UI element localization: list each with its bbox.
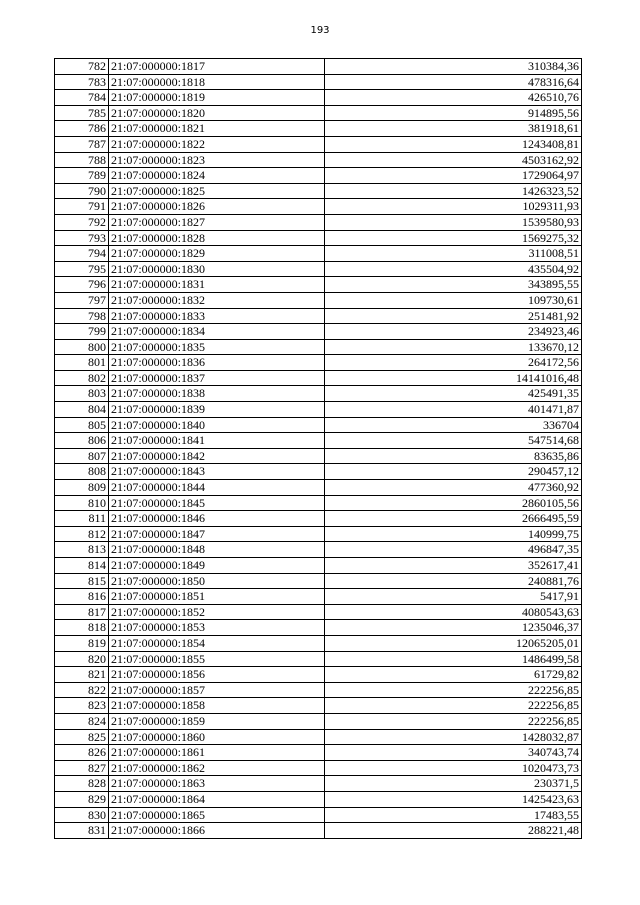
cadastral-number: 21:07:000000:1846 xyxy=(109,511,325,527)
row-number: 813 xyxy=(55,542,109,558)
row-number: 811 xyxy=(55,511,109,527)
table-row xyxy=(55,277,582,293)
cadastral-value: 230371,5 xyxy=(325,776,582,792)
table-row xyxy=(55,261,582,277)
cadastral-number: 21:07:000000:1824 xyxy=(109,168,325,184)
cadastral-number: 21:07:000000:1825 xyxy=(109,183,325,199)
cadastral-number: 21:07:000000:1837 xyxy=(109,370,325,386)
cadastral-value: 343895,55 xyxy=(325,277,582,293)
cadastral-number: 21:07:000000:1831 xyxy=(109,277,325,293)
cadastral-value: 140999,75 xyxy=(325,526,582,542)
row-number: 795 xyxy=(55,261,109,277)
cadastral-number: 21:07:000000:1826 xyxy=(109,199,325,215)
cadastral-value: 234923,46 xyxy=(325,324,582,340)
row-number: 812 xyxy=(55,526,109,542)
cadastral-number: 21:07:000000:1818 xyxy=(109,74,325,90)
row-number: 830 xyxy=(55,807,109,823)
table-row xyxy=(55,760,582,776)
table-row xyxy=(55,511,582,527)
cadastral-value: 311008,51 xyxy=(325,246,582,262)
row-number: 796 xyxy=(55,277,109,293)
table-row xyxy=(55,698,582,714)
table-row xyxy=(55,713,582,729)
row-number: 821 xyxy=(55,667,109,683)
table-row xyxy=(55,682,582,698)
row-number: 810 xyxy=(55,495,109,511)
cadastral-value: 1235046,37 xyxy=(325,620,582,636)
cadastral-value: 4503162,92 xyxy=(325,152,582,168)
table-row xyxy=(55,604,582,620)
cadastral-value: 264172,56 xyxy=(325,355,582,371)
table-row xyxy=(55,433,582,449)
cadastral-value: 61729,82 xyxy=(325,667,582,683)
table-row xyxy=(55,776,582,792)
cadastral-value: 222256,85 xyxy=(325,713,582,729)
row-number: 808 xyxy=(55,464,109,480)
row-number: 806 xyxy=(55,433,109,449)
row-number: 825 xyxy=(55,729,109,745)
table-row xyxy=(55,370,582,386)
table-row xyxy=(55,152,582,168)
row-number: 792 xyxy=(55,214,109,230)
cadastral-value: 240881,76 xyxy=(325,573,582,589)
cadastral-number: 21:07:000000:1857 xyxy=(109,682,325,698)
table-row xyxy=(55,480,582,496)
cadastral-number: 21:07:000000:1844 xyxy=(109,480,325,496)
cadastral-number: 21:07:000000:1855 xyxy=(109,651,325,667)
row-number: 789 xyxy=(55,168,109,184)
row-number: 828 xyxy=(55,776,109,792)
cadastral-value: 1029311,93 xyxy=(325,199,582,215)
table-row xyxy=(55,807,582,823)
table-row xyxy=(55,651,582,667)
row-number: 820 xyxy=(55,651,109,667)
row-number: 829 xyxy=(55,791,109,807)
row-number: 787 xyxy=(55,136,109,152)
cadastral-value: 1539580,93 xyxy=(325,214,582,230)
table-row xyxy=(55,199,582,215)
cadastral-value: 426510,76 xyxy=(325,90,582,106)
cadastral-number: 21:07:000000:1852 xyxy=(109,604,325,620)
row-number: 786 xyxy=(55,121,109,137)
cadastral-value: 478316,64 xyxy=(325,74,582,90)
table-row xyxy=(55,386,582,402)
cadastral-number: 21:07:000000:1865 xyxy=(109,807,325,823)
cadastral-value: 133670,12 xyxy=(325,339,582,355)
table-row xyxy=(55,526,582,542)
cadastral-number: 21:07:000000:1850 xyxy=(109,573,325,589)
table-row xyxy=(55,729,582,745)
cadastral-number: 21:07:000000:1843 xyxy=(109,464,325,480)
table-row xyxy=(55,214,582,230)
cadastral-number: 21:07:000000:1863 xyxy=(109,776,325,792)
table-row xyxy=(55,667,582,683)
table-row xyxy=(55,74,582,90)
row-number: 802 xyxy=(55,370,109,386)
table-row xyxy=(55,589,582,605)
cadastral-number: 21:07:000000:1861 xyxy=(109,745,325,761)
table-row xyxy=(55,105,582,121)
cadastral-number: 21:07:000000:1838 xyxy=(109,386,325,402)
cadastral-value: 5417,91 xyxy=(325,589,582,605)
row-number: 823 xyxy=(55,698,109,714)
table-row xyxy=(55,495,582,511)
table-row xyxy=(55,791,582,807)
table-row xyxy=(55,745,582,761)
table-row xyxy=(55,59,582,75)
table-row xyxy=(55,823,582,839)
cadastral-value: 435504,92 xyxy=(325,261,582,277)
table-row xyxy=(55,168,582,184)
row-number: 804 xyxy=(55,402,109,418)
cadastral-value: 1729064,97 xyxy=(325,168,582,184)
cadastral-number: 21:07:000000:1856 xyxy=(109,667,325,683)
cadastral-number: 21:07:000000:1853 xyxy=(109,620,325,636)
cadastral-number: 21:07:000000:1859 xyxy=(109,713,325,729)
cadastral-number: 21:07:000000:1836 xyxy=(109,355,325,371)
cadastral-value: 109730,61 xyxy=(325,292,582,308)
cadastral-value: 1425423,63 xyxy=(325,791,582,807)
cadastral-value: 14141016,48 xyxy=(325,370,582,386)
cadastral-number: 21:07:000000:1835 xyxy=(109,339,325,355)
row-number: 791 xyxy=(55,199,109,215)
table-row xyxy=(55,308,582,324)
table-body xyxy=(55,59,582,839)
cadastral-value: 914895,56 xyxy=(325,105,582,121)
table-row xyxy=(55,90,582,106)
table-row xyxy=(55,620,582,636)
cadastral-value: 340743,74 xyxy=(325,745,582,761)
cadastral-value: 288221,48 xyxy=(325,823,582,839)
cadastral-number: 21:07:000000:1830 xyxy=(109,261,325,277)
cadastral-number: 21:07:000000:1821 xyxy=(109,121,325,137)
cadastral-value: 381918,61 xyxy=(325,121,582,137)
cadastral-value: 17483,55 xyxy=(325,807,582,823)
row-number: 826 xyxy=(55,745,109,761)
cadastral-number: 21:07:000000:1829 xyxy=(109,246,325,262)
table-row xyxy=(55,121,582,137)
cadastral-number: 21:07:000000:1822 xyxy=(109,136,325,152)
cadastral-value: 83635,86 xyxy=(325,448,582,464)
table-row xyxy=(55,402,582,418)
cadastral-number: 21:07:000000:1833 xyxy=(109,308,325,324)
row-number: 814 xyxy=(55,558,109,574)
table-row xyxy=(55,635,582,651)
cadastral-number: 21:07:000000:1854 xyxy=(109,635,325,651)
cadastral-value: 2666495,59 xyxy=(325,511,582,527)
table-row xyxy=(55,136,582,152)
cadastral-number: 21:07:000000:1847 xyxy=(109,526,325,542)
cadastral-number: 21:07:000000:1848 xyxy=(109,542,325,558)
row-number: 817 xyxy=(55,604,109,620)
cadastral-value: 1569275,32 xyxy=(325,230,582,246)
cadastral-number: 21:07:000000:1832 xyxy=(109,292,325,308)
cadastral-number: 21:07:000000:1823 xyxy=(109,152,325,168)
cadastral-value: 4080543,63 xyxy=(325,604,582,620)
cadastral-value: 222256,85 xyxy=(325,698,582,714)
row-number: 803 xyxy=(55,386,109,402)
cadastral-number: 21:07:000000:1860 xyxy=(109,729,325,745)
table-row xyxy=(55,292,582,308)
row-number: 788 xyxy=(55,152,109,168)
row-number: 800 xyxy=(55,339,109,355)
cadastral-number: 21:07:000000:1858 xyxy=(109,698,325,714)
row-number: 805 xyxy=(55,417,109,433)
row-number: 785 xyxy=(55,105,109,121)
row-number: 807 xyxy=(55,448,109,464)
row-number: 793 xyxy=(55,230,109,246)
cadastral-value: 1426323,52 xyxy=(325,183,582,199)
row-number: 784 xyxy=(55,90,109,106)
row-number: 822 xyxy=(55,682,109,698)
cadastral-number: 21:07:000000:1866 xyxy=(109,823,325,839)
cadastral-value: 547514,68 xyxy=(325,433,582,449)
cadastral-value: 477360,92 xyxy=(325,480,582,496)
cadastral-value: 310384,36 xyxy=(325,59,582,75)
cadastral-value: 222256,85 xyxy=(325,682,582,698)
row-number: 815 xyxy=(55,573,109,589)
table-row xyxy=(55,339,582,355)
row-number: 798 xyxy=(55,308,109,324)
row-number: 782 xyxy=(55,59,109,75)
cadastral-number: 21:07:000000:1840 xyxy=(109,417,325,433)
table-row xyxy=(55,542,582,558)
row-number: 801 xyxy=(55,355,109,371)
cadastral-number: 21:07:000000:1862 xyxy=(109,760,325,776)
row-number: 809 xyxy=(55,480,109,496)
cadastral-number: 21:07:000000:1819 xyxy=(109,90,325,106)
cadastral-number: 21:07:000000:1842 xyxy=(109,448,325,464)
page-number: 193 xyxy=(310,25,330,36)
table-row xyxy=(55,183,582,199)
table-row xyxy=(55,558,582,574)
cadastral-number: 21:07:000000:1834 xyxy=(109,324,325,340)
cadastral-number: 21:07:000000:1820 xyxy=(109,105,325,121)
row-number: 816 xyxy=(55,589,109,605)
table-row xyxy=(55,230,582,246)
cadastral-number: 21:07:000000:1864 xyxy=(109,791,325,807)
cadastral-value: 336704 xyxy=(325,417,582,433)
cadastral-value: 1486499,58 xyxy=(325,651,582,667)
cadastral-value: 496847,35 xyxy=(325,542,582,558)
cadastral-value-table xyxy=(54,58,582,839)
cadastral-value: 290457,12 xyxy=(325,464,582,480)
row-number: 827 xyxy=(55,760,109,776)
cadastral-value: 12065205,01 xyxy=(325,635,582,651)
cadastral-number: 21:07:000000:1845 xyxy=(109,495,325,511)
table-row xyxy=(55,448,582,464)
table-row xyxy=(55,324,582,340)
cadastral-value: 425491,35 xyxy=(325,386,582,402)
table-row xyxy=(55,246,582,262)
cadastral-value: 251481,92 xyxy=(325,308,582,324)
table-row xyxy=(55,417,582,433)
cadastral-value: 352617,41 xyxy=(325,558,582,574)
cadastral-number: 21:07:000000:1841 xyxy=(109,433,325,449)
cadastral-number: 21:07:000000:1817 xyxy=(109,59,325,75)
cadastral-value: 401471,87 xyxy=(325,402,582,418)
cadastral-value: 2860105,56 xyxy=(325,495,582,511)
cadastral-value: 1243408,81 xyxy=(325,136,582,152)
row-number: 783 xyxy=(55,74,109,90)
cadastral-value: 1020473,73 xyxy=(325,760,582,776)
row-number: 799 xyxy=(55,324,109,340)
cadastral-number: 21:07:000000:1839 xyxy=(109,402,325,418)
cadastral-number: 21:07:000000:1849 xyxy=(109,558,325,574)
cadastral-number: 21:07:000000:1851 xyxy=(109,589,325,605)
table-row xyxy=(55,464,582,480)
cadastral-value: 1428032,87 xyxy=(325,729,582,745)
row-number: 824 xyxy=(55,713,109,729)
row-number: 797 xyxy=(55,292,109,308)
table-row xyxy=(55,355,582,371)
row-number: 818 xyxy=(55,620,109,636)
cadastral-number: 21:07:000000:1828 xyxy=(109,230,325,246)
table-row xyxy=(55,573,582,589)
row-number: 819 xyxy=(55,635,109,651)
row-number: 831 xyxy=(55,823,109,839)
cadastral-number: 21:07:000000:1827 xyxy=(109,214,325,230)
row-number: 790 xyxy=(55,183,109,199)
row-number: 794 xyxy=(55,246,109,262)
